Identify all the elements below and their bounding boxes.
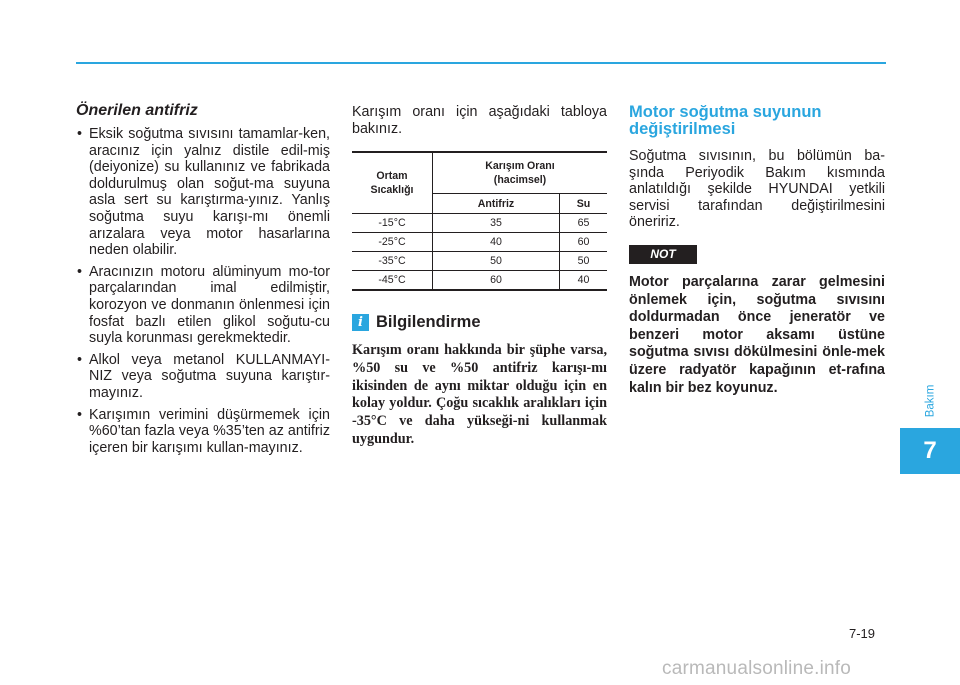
header-text: Ortam [376, 170, 408, 183]
cell-antifreeze: 50 [433, 252, 560, 271]
header-ambient-temperature [352, 152, 433, 214]
watermark: carmanualsonline.info [662, 658, 852, 679]
column-coolant-change [629, 104, 885, 397]
bullet-item: • Eksik soğutma sıvısını tamamlar-ken, aracınız için yalnız distile edil-miş (deiyonize) su kullanınız ve fabrikada doldurulmuş olan soğut-ma suyuna asla sert su karıştırma-yınız. Yanlış soğutma suyu karışı-mı önemli arızalara veya motor hasarlarına neden olabilir. [76, 126, 330, 259]
header-text: (hacimsel) [493, 174, 547, 187]
title-line: Motor soğutma suyunun [629, 103, 822, 121]
bullet-item: • Alkol veya metanol KULLANMAYI-NIZ veya soğutma suyuna karıştır-mayınız. [76, 352, 330, 402]
info-icon: i [352, 314, 369, 331]
cell-water: 50 [559, 252, 607, 271]
cell-antifreeze: 35 [433, 214, 560, 233]
mixture-ratio-table [352, 151, 607, 291]
bullet-item: • Karışımın verimini düşürmemek için %60’tan fazla veya %35’ten az antifriz içeren bir karışımı kullan-mayınız. [76, 407, 330, 457]
table-row [352, 271, 607, 291]
title-line: değiştirilmesi [629, 120, 736, 138]
table-row [352, 252, 607, 271]
bullet-item: • Aracınızın motoru alüminyum mo-tor parçalarından imal edilmiştir, korozyon ve donmanın önlenmesi için fosfat bazlı etilen glikol soğutu-cu suyla korunması gerekmektedir. [76, 264, 330, 347]
section-title-coolant-change [629, 104, 885, 138]
table-intro: Karışım oranı için aşağıdaki tabloya bakınız. [352, 104, 607, 137]
antifreeze-bullet-list [76, 126, 330, 456]
header-rule [76, 62, 886, 64]
cell-antifreeze: 60 [433, 271, 560, 291]
header-text: Karışım Oranı [485, 160, 555, 173]
header-antifreeze: Antifriz [433, 194, 560, 214]
cell-water: 60 [559, 233, 607, 252]
chapter-section-text: Bakım [924, 384, 936, 418]
cell-temperature: -45°C [352, 271, 433, 291]
chapter-tab: 7 [900, 428, 960, 474]
header-text: Sıcaklığı [370, 184, 414, 197]
header-mixture-ratio [433, 152, 608, 194]
note-badge: NOT [629, 245, 697, 264]
cell-water: 40 [559, 271, 607, 291]
table-row [352, 233, 607, 252]
coolant-change-paragraph: Soğutma sıvısının, bu bölümün ba-şında Periyodik Bakım kısmında anlatıldığı şekilde HYUNDAI yetkili servisi tarafından değiştirilmesini öneririz. [629, 148, 885, 231]
info-title: Bilgilendirme [376, 313, 481, 332]
note-text: Motor parçalarına zarar gelmesini önlemek için, soğutma sıvısını doldurmadan önce jeneratör ve benzeri motor aksamı üstüne soğutma sıvısı dökülmesini önle-mek üzere radyatör kapağının et-rafına kalın bir bez koyunuz. [629, 273, 885, 396]
section-title-antifreeze: Önerilen antifriz [76, 102, 198, 119]
cell-temperature: -15°C [352, 214, 433, 233]
info-text: Karışım oranı hakkında bir şüphe varsa, %50 su ve %50 antifriz karışı-mı ikisinden de aynı miktar olduğu için en kolay yoldur. Çoğu sıcaklık aralıkları için -35°C ve daha yükseği-ni kullanmak uygundur. [352, 342, 607, 447]
cell-temperature: -35°C [352, 252, 433, 271]
table-row [352, 214, 607, 233]
cell-temperature: -25°C [352, 233, 433, 252]
column-mixture-table [352, 104, 607, 448]
cell-antifreeze: 40 [433, 233, 560, 252]
chapter-section-label [900, 376, 960, 426]
header-water: Su [559, 194, 607, 214]
column-recommended-antifreeze [76, 102, 330, 461]
page-number: 7-19 [849, 626, 876, 641]
cell-water: 65 [559, 214, 607, 233]
info-header [352, 313, 607, 332]
